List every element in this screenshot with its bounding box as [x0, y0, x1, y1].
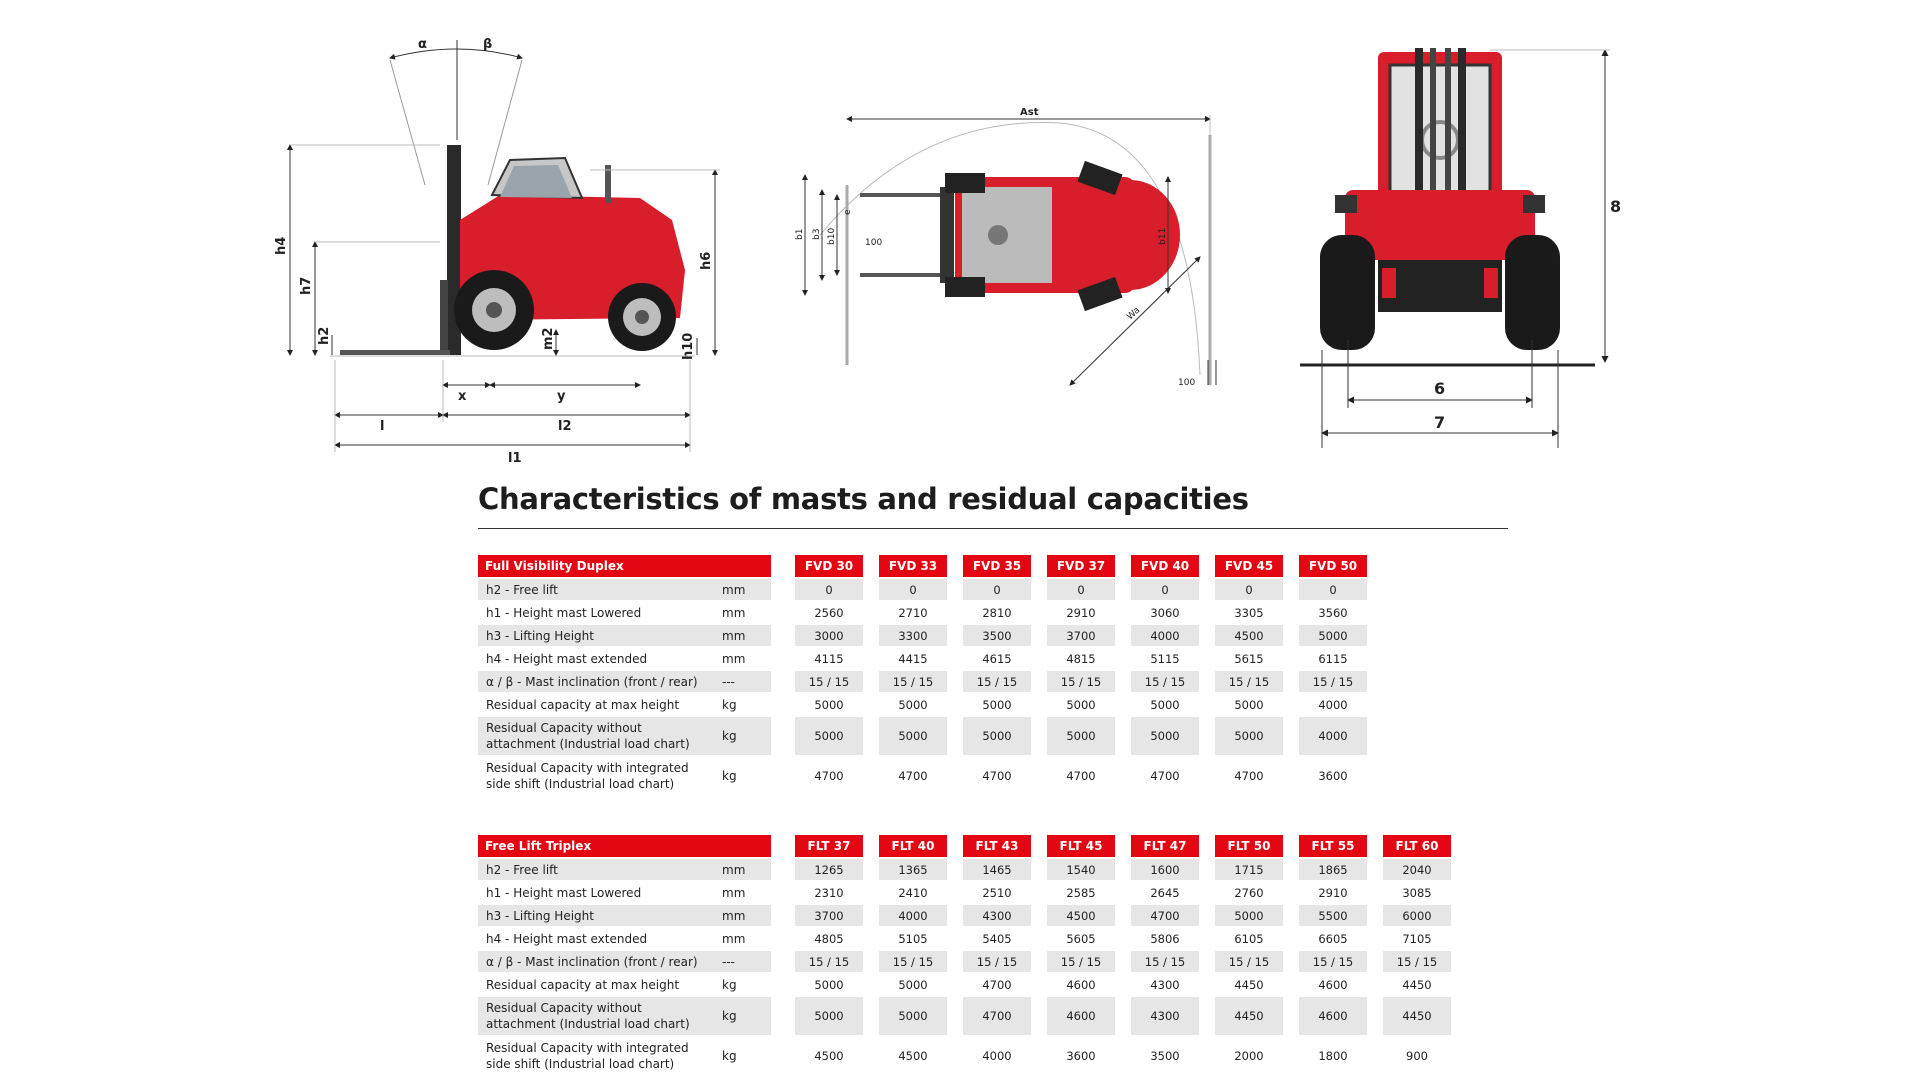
- model-header: FVD 50: [1299, 555, 1367, 577]
- value-cell: 4700: [982, 769, 1012, 783]
- value-cell: 3700: [795, 905, 863, 926]
- value-cell: 5605: [1066, 931, 1096, 946]
- dim-l1: l1: [508, 451, 522, 466]
- value-cell: 5000: [898, 697, 928, 712]
- value-cell: 5000: [1047, 717, 1115, 755]
- value-cell: 4500: [898, 1049, 928, 1063]
- value-cell: 2760: [1234, 885, 1264, 900]
- value-cell: 3600: [1066, 1049, 1096, 1063]
- table-row: [478, 625, 1383, 646]
- table-row: [478, 717, 1383, 755]
- row-unit: ---: [716, 951, 771, 972]
- value-cell: 0: [1131, 579, 1199, 600]
- value-cell: 4300: [1131, 997, 1199, 1035]
- value-cell: 15 / 15: [963, 951, 1031, 972]
- value-cell: 4600: [1318, 977, 1348, 992]
- row-unit: kg: [722, 769, 737, 783]
- model-header: FLT 37: [795, 835, 863, 857]
- value-cell: 15 / 15: [1299, 951, 1367, 972]
- value-cell: 15 / 15: [879, 951, 947, 972]
- value-cell: 3560: [1318, 605, 1348, 620]
- table-row: [478, 928, 1467, 949]
- row-label: h3 - Lifting Height: [478, 625, 716, 646]
- top-view-drawing: [770, 95, 1240, 495]
- dim-y: y: [557, 389, 566, 404]
- value-cell: 5000: [1150, 697, 1180, 712]
- value-cell: 15 / 15: [879, 671, 947, 692]
- value-cell: 3000: [795, 625, 863, 646]
- heading-divider: [478, 528, 1508, 529]
- value-cell: 4500: [814, 1049, 844, 1063]
- dim-l2: l2: [558, 419, 572, 434]
- value-cell: 4000: [1299, 717, 1367, 755]
- value-cell: 5000: [814, 977, 844, 992]
- value-cell: 2645: [1150, 885, 1180, 900]
- unit-header: [716, 555, 771, 577]
- value-cell: 4700: [1066, 769, 1096, 783]
- value-cell: 4300: [963, 905, 1031, 926]
- value-cell: 3600: [1318, 769, 1348, 783]
- value-cell: 1540: [1047, 859, 1115, 880]
- value-cell: 15 / 15: [1215, 671, 1283, 692]
- value-cell: 5405: [982, 931, 1012, 946]
- dim-b3: b3: [812, 228, 822, 240]
- value-cell: 2000: [1234, 1049, 1264, 1063]
- value-cell: 6605: [1318, 931, 1348, 946]
- value-cell: 5000: [814, 697, 844, 712]
- table-row: [478, 905, 1467, 926]
- value-cell: 3700: [1047, 625, 1115, 646]
- row-unit: mm: [716, 579, 771, 600]
- model-header: FLT 55: [1299, 835, 1367, 857]
- table-row: [478, 694, 1383, 715]
- value-cell: 4000: [1131, 625, 1199, 646]
- value-cell: 3500: [1150, 1049, 1180, 1063]
- value-cell: 5115: [1150, 651, 1180, 666]
- value-cell: 4450: [1215, 997, 1283, 1035]
- model-header: FVD 30: [795, 555, 863, 577]
- dim-l: l: [380, 419, 385, 434]
- row-label: α / β - Mast inclination (front / rear): [478, 951, 716, 972]
- dim-100-fork: 100: [865, 238, 883, 248]
- row-label: h3 - Lifting Height: [478, 905, 716, 926]
- value-cell: 6105: [1234, 931, 1264, 946]
- table-title: Full Visibility Duplex: [478, 555, 716, 577]
- value-cell: 5000: [1234, 697, 1264, 712]
- value-cell: 4805: [814, 931, 844, 946]
- table-row: [478, 671, 1383, 692]
- side-view-drawing: [260, 20, 760, 490]
- value-cell: 5000: [898, 977, 928, 992]
- value-cell: 7105: [1402, 931, 1432, 946]
- dim-b11: b11: [1158, 227, 1168, 245]
- value-cell: 4700: [814, 769, 844, 783]
- value-cell: 5000: [879, 717, 947, 755]
- value-cell: 4700: [963, 997, 1031, 1035]
- value-cell: 4815: [1066, 651, 1096, 666]
- value-cell: 5000: [879, 997, 947, 1035]
- table-full-visibility-duplex: [478, 555, 1383, 797]
- value-cell: 3500: [963, 625, 1031, 646]
- unit-header: [716, 835, 771, 857]
- dim-wa: Wa: [1125, 305, 1143, 323]
- value-cell: 2560: [814, 605, 844, 620]
- row-unit: mm: [722, 931, 746, 946]
- value-cell: 4600: [1066, 977, 1096, 992]
- model-header: FVD 45: [1215, 555, 1283, 577]
- value-cell: 4600: [1047, 997, 1115, 1035]
- value-cell: 4500: [1215, 625, 1283, 646]
- value-cell: 15 / 15: [795, 951, 863, 972]
- dim-m2: m2: [541, 327, 556, 350]
- value-cell: 0: [1215, 579, 1283, 600]
- value-cell: 15 / 15: [963, 671, 1031, 692]
- dim-e: e: [843, 209, 853, 215]
- row-label: Residual Capacity with integrated side shift (Industrial load chart): [486, 1041, 689, 1071]
- dim-6: 6: [1434, 379, 1446, 398]
- value-cell: 4115: [814, 651, 844, 666]
- value-cell: 5105: [898, 931, 928, 946]
- dim-h2: h2: [317, 326, 332, 345]
- value-cell: 0: [795, 579, 863, 600]
- table-title: Free Lift Triplex: [478, 835, 716, 857]
- value-cell: 4600: [1299, 997, 1367, 1035]
- row-label: Residual capacity at max height: [486, 977, 680, 992]
- value-cell: 1365: [879, 859, 947, 880]
- value-cell: 6000: [1383, 905, 1451, 926]
- dim-100-wall: 100: [1178, 378, 1196, 388]
- row-label: h2 - Free lift: [478, 859, 716, 880]
- value-cell: 1865: [1299, 859, 1367, 880]
- dim-b10: b10: [827, 227, 837, 245]
- value-cell: 4700: [1234, 769, 1264, 783]
- angle-alpha-label: α: [418, 37, 427, 52]
- value-cell: 2040: [1383, 859, 1451, 880]
- value-cell: 5000: [795, 717, 863, 755]
- table-row: [478, 648, 1383, 669]
- row-label: α / β - Mast inclination (front / rear): [478, 671, 716, 692]
- row-unit: mm: [722, 651, 746, 666]
- table-row: [478, 997, 1467, 1035]
- dim-h7: h7: [299, 276, 314, 295]
- model-header: FLT 60: [1383, 835, 1451, 857]
- row-unit: ---: [716, 671, 771, 692]
- value-cell: 15 / 15: [795, 671, 863, 692]
- model-header: FVD 33: [879, 555, 947, 577]
- row-unit: mm: [722, 605, 746, 620]
- value-cell: 1800: [1318, 1049, 1348, 1063]
- model-header: FLT 40: [879, 835, 947, 857]
- value-cell: 5615: [1234, 651, 1264, 666]
- value-cell: 4615: [982, 651, 1012, 666]
- value-cell: 2410: [898, 885, 928, 900]
- table-header-row: [478, 555, 1383, 577]
- value-cell: 4450: [1234, 977, 1264, 992]
- value-cell: 4500: [1047, 905, 1115, 926]
- value-cell: 2510: [982, 885, 1012, 900]
- dim-h10: h10: [681, 332, 696, 360]
- model-header: FLT 43: [963, 835, 1031, 857]
- value-cell: 3085: [1402, 885, 1432, 900]
- value-cell: 4415: [898, 651, 928, 666]
- row-unit: mm: [716, 905, 771, 926]
- value-cell: 5000: [1215, 717, 1283, 755]
- dim-8: 8: [1610, 197, 1622, 216]
- value-cell: 3060: [1150, 605, 1180, 620]
- value-cell: 4000: [1318, 697, 1348, 712]
- table-row: [478, 602, 1383, 623]
- value-cell: 4700: [982, 977, 1012, 992]
- value-cell: 5000: [1299, 625, 1367, 646]
- value-cell: 4450: [1402, 977, 1432, 992]
- row-label: Residual Capacity without attachment (Industrial load chart): [478, 717, 716, 755]
- row-unit: mm: [716, 859, 771, 880]
- value-cell: 4700: [1131, 905, 1199, 926]
- row-label: h1 - Height mast Lowered: [486, 885, 642, 900]
- row-unit: kg: [716, 717, 771, 755]
- dimension-drawings: [0, 0, 1920, 470]
- angle-beta-label: β: [483, 37, 493, 52]
- table-row: [478, 1037, 1467, 1075]
- table-row: [478, 882, 1467, 903]
- value-cell: 4000: [982, 1049, 1012, 1063]
- model-header: FVD 40: [1131, 555, 1199, 577]
- value-cell: 2310: [814, 885, 844, 900]
- value-cell: 2710: [898, 605, 928, 620]
- model-header: FLT 45: [1047, 835, 1115, 857]
- table-row: [478, 757, 1383, 795]
- dim-x: x: [458, 389, 467, 404]
- value-cell: 1465: [963, 859, 1031, 880]
- value-cell: 5000: [795, 997, 863, 1035]
- row-label: h1 - Height mast Lowered: [486, 605, 642, 620]
- value-cell: 2585: [1066, 885, 1096, 900]
- value-cell: 1715: [1215, 859, 1283, 880]
- value-cell: 2910: [1318, 885, 1348, 900]
- value-cell: 15 / 15: [1131, 951, 1199, 972]
- value-cell: 1600: [1131, 859, 1199, 880]
- row-unit: kg: [722, 977, 737, 992]
- row-unit: kg: [722, 697, 737, 712]
- dim-h4: h4: [274, 236, 289, 255]
- value-cell: 0: [1299, 579, 1367, 600]
- row-label: Residual Capacity without attachment (Industrial load chart): [478, 997, 716, 1035]
- row-label: h2 - Free lift: [478, 579, 716, 600]
- value-cell: 15 / 15: [1047, 951, 1115, 972]
- row-unit: mm: [722, 885, 746, 900]
- table-row: [478, 951, 1467, 972]
- row-label: h4 - Height mast extended: [486, 651, 648, 666]
- value-cell: 0: [879, 579, 947, 600]
- dim-h6: h6: [699, 251, 714, 270]
- value-cell: 6115: [1318, 651, 1348, 666]
- model-header: FLT 47: [1131, 835, 1199, 857]
- dim-b1: b1: [795, 228, 805, 240]
- row-label: h4 - Height mast extended: [486, 931, 648, 946]
- table-free-lift-triplex: [478, 835, 1467, 1077]
- front-view-drawing: [1300, 40, 1630, 470]
- value-cell: 4000: [879, 905, 947, 926]
- row-unit: mm: [716, 625, 771, 646]
- value-cell: 4450: [1383, 997, 1451, 1035]
- value-cell: 15 / 15: [1299, 671, 1367, 692]
- table-header-row: [478, 835, 1467, 857]
- value-cell: 2810: [982, 605, 1012, 620]
- value-cell: 1265: [795, 859, 863, 880]
- table-row: [478, 579, 1383, 600]
- value-cell: 5000: [1215, 905, 1283, 926]
- section-heading: Characteristics of masts and residual capacities: [478, 482, 1249, 516]
- row-unit: kg: [722, 1049, 737, 1063]
- value-cell: 3300: [879, 625, 947, 646]
- value-cell: 4700: [1150, 769, 1180, 783]
- value-cell: 0: [963, 579, 1031, 600]
- value-cell: 5000: [1066, 697, 1096, 712]
- model-header: FVD 35: [963, 555, 1031, 577]
- model-header: FLT 50: [1215, 835, 1283, 857]
- model-header: FVD 37: [1047, 555, 1115, 577]
- value-cell: 15 / 15: [1383, 951, 1451, 972]
- value-cell: 0: [1047, 579, 1115, 600]
- row-label: Residual capacity at max height: [486, 697, 680, 712]
- value-cell: 4300: [1150, 977, 1180, 992]
- value-cell: 15 / 15: [1047, 671, 1115, 692]
- value-cell: 900: [1406, 1049, 1428, 1063]
- value-cell: 15 / 15: [1215, 951, 1283, 972]
- value-cell: 5000: [1131, 717, 1199, 755]
- value-cell: 15 / 15: [1131, 671, 1199, 692]
- value-cell: 5500: [1299, 905, 1367, 926]
- dim-7: 7: [1434, 413, 1446, 432]
- table-row: [478, 859, 1467, 880]
- row-label: Residual Capacity with integrated side shift (Industrial load chart): [486, 761, 689, 791]
- table-row: [478, 974, 1467, 995]
- value-cell: 5000: [982, 697, 1012, 712]
- value-cell: 5000: [963, 717, 1031, 755]
- value-cell: 2910: [1066, 605, 1096, 620]
- dim-ast: Ast: [1020, 107, 1039, 118]
- row-unit: kg: [716, 997, 771, 1035]
- value-cell: 3305: [1234, 605, 1264, 620]
- value-cell: 4700: [898, 769, 928, 783]
- value-cell: 5806: [1150, 931, 1180, 946]
